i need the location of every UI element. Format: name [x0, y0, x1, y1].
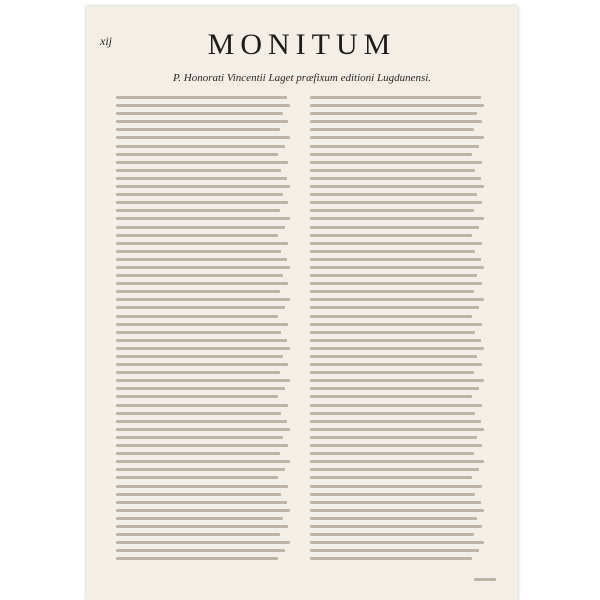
illegible-text-line [116, 104, 290, 107]
illegible-text-line [116, 266, 290, 269]
illegible-text-line [116, 476, 278, 479]
illegible-text-line [116, 460, 290, 463]
illegible-text-line [116, 234, 278, 237]
illegible-text-line [116, 193, 283, 196]
illegible-text-line [310, 476, 472, 479]
illegible-text-line [116, 258, 287, 261]
illegible-text-line [310, 468, 479, 471]
page-number: xij [100, 34, 112, 48]
illegible-text-line [310, 460, 484, 463]
illegible-text-line [116, 323, 288, 326]
illegible-text-line [310, 557, 472, 560]
book-page [86, 6, 518, 600]
illegible-text-line [310, 501, 481, 504]
illegible-text-line [310, 395, 472, 398]
illegible-text-line [310, 153, 472, 156]
illegible-text-line [310, 436, 477, 439]
illegible-text-line [116, 363, 288, 366]
illegible-text-line [310, 452, 474, 455]
text-column-left [116, 96, 292, 566]
illegible-text-line [116, 387, 285, 390]
illegible-text-line [310, 541, 484, 544]
illegible-text-line [116, 533, 280, 536]
illegible-text-line [310, 258, 481, 261]
illegible-text-line [310, 112, 477, 115]
illegible-text-line [116, 209, 280, 212]
illegible-text-line [116, 201, 288, 204]
illegible-text-line [116, 493, 281, 496]
illegible-text-line [116, 274, 283, 277]
illegible-text-line [310, 412, 475, 415]
illegible-text-line [310, 120, 482, 123]
illegible-text-line [310, 525, 482, 528]
illegible-text-line [310, 169, 475, 172]
illegible-text-line [116, 379, 290, 382]
illegible-text-line [116, 501, 287, 504]
illegible-text-line [116, 306, 285, 309]
illegible-text-line [116, 177, 287, 180]
illegible-text-line [116, 371, 280, 374]
illegible-text-line [116, 96, 287, 99]
illegible-text-line [116, 185, 290, 188]
illegible-text-line [310, 145, 479, 148]
illegible-text-line [310, 242, 482, 245]
illegible-text-line [116, 226, 285, 229]
illegible-text-line [310, 266, 484, 269]
illegible-text-line [310, 282, 482, 285]
text-column-right [310, 96, 486, 566]
illegible-text-line [310, 404, 482, 407]
page-title: MONITUM [207, 28, 397, 61]
illegible-text-line [310, 234, 472, 237]
illegible-text-line [310, 177, 481, 180]
illegible-text-line [116, 395, 278, 398]
illegible-text-line [310, 331, 475, 334]
illegible-text-line [310, 549, 479, 552]
illegible-text-line [310, 128, 474, 131]
illegible-text-line [116, 161, 288, 164]
illegible-text-line [116, 444, 288, 447]
illegible-text-line [310, 509, 484, 512]
illegible-text-line [310, 274, 477, 277]
illegible-text-line [310, 226, 479, 229]
illegible-text-line [310, 298, 484, 301]
illegible-text-line [116, 412, 281, 415]
illegible-text-line [116, 549, 285, 552]
illegible-text-line [116, 112, 283, 115]
illegible-text-line [116, 282, 288, 285]
illegible-text-line [310, 250, 475, 253]
illegible-text-line [310, 217, 484, 220]
illegible-text-line [116, 468, 285, 471]
illegible-text-line [310, 428, 484, 431]
illegible-text-line [116, 290, 280, 293]
illegible-text-line [310, 185, 484, 188]
illegible-text-line [116, 217, 290, 220]
illegible-text-line [116, 557, 278, 560]
illegible-text-line [116, 169, 281, 172]
illegible-text-line [310, 315, 472, 318]
illegible-text-line [310, 339, 481, 342]
illegible-text-line [116, 404, 288, 407]
illegible-text-line [116, 517, 283, 520]
illegible-text-line [116, 420, 287, 423]
illegible-text-line [310, 201, 482, 204]
illegible-text-line [310, 347, 484, 350]
illegible-text-line [116, 128, 280, 131]
illegible-text-line [116, 153, 278, 156]
illegible-text-line [116, 250, 281, 253]
illegible-text-line [116, 509, 290, 512]
illegible-text-line [310, 306, 479, 309]
illegible-text-line [310, 161, 482, 164]
illegible-text-line [310, 371, 474, 374]
illegible-text-line [310, 209, 474, 212]
illegible-text-line [116, 136, 290, 139]
illegible-text-line [116, 298, 290, 301]
illegible-text-line [310, 104, 484, 107]
page-subtitle: P. Honorati Vincentii Laget præfixum editioni Lugdunensi. [172, 72, 432, 84]
illegible-text-line [310, 363, 482, 366]
illegible-text-line [310, 136, 484, 139]
illegible-text-line [310, 387, 479, 390]
illegible-text-line [116, 120, 288, 123]
illegible-text-line [310, 517, 477, 520]
illegible-text-line [116, 525, 288, 528]
catchword-line [474, 578, 496, 581]
illegible-text-line [310, 355, 477, 358]
illegible-text-line [116, 315, 278, 318]
illegible-text-line [116, 541, 290, 544]
illegible-text-line [116, 485, 288, 488]
illegible-text-line [116, 339, 287, 342]
illegible-text-line [310, 193, 477, 196]
illegible-text-line [310, 420, 481, 423]
illegible-text-line [116, 347, 290, 350]
illegible-text-line [310, 379, 484, 382]
illegible-text-line [310, 485, 482, 488]
illegible-text-line [310, 444, 482, 447]
illegible-text-line [310, 96, 481, 99]
illegible-text-line [116, 331, 281, 334]
illegible-text-line [310, 323, 482, 326]
illegible-text-line [116, 436, 283, 439]
illegible-text-line [116, 428, 290, 431]
illegible-text-line [116, 242, 288, 245]
illegible-text-line [310, 290, 474, 293]
illegible-text-line [116, 145, 285, 148]
illegible-text-line [310, 493, 475, 496]
illegible-text-line [116, 452, 280, 455]
illegible-text-line [310, 533, 474, 536]
illegible-text-line [116, 355, 283, 358]
